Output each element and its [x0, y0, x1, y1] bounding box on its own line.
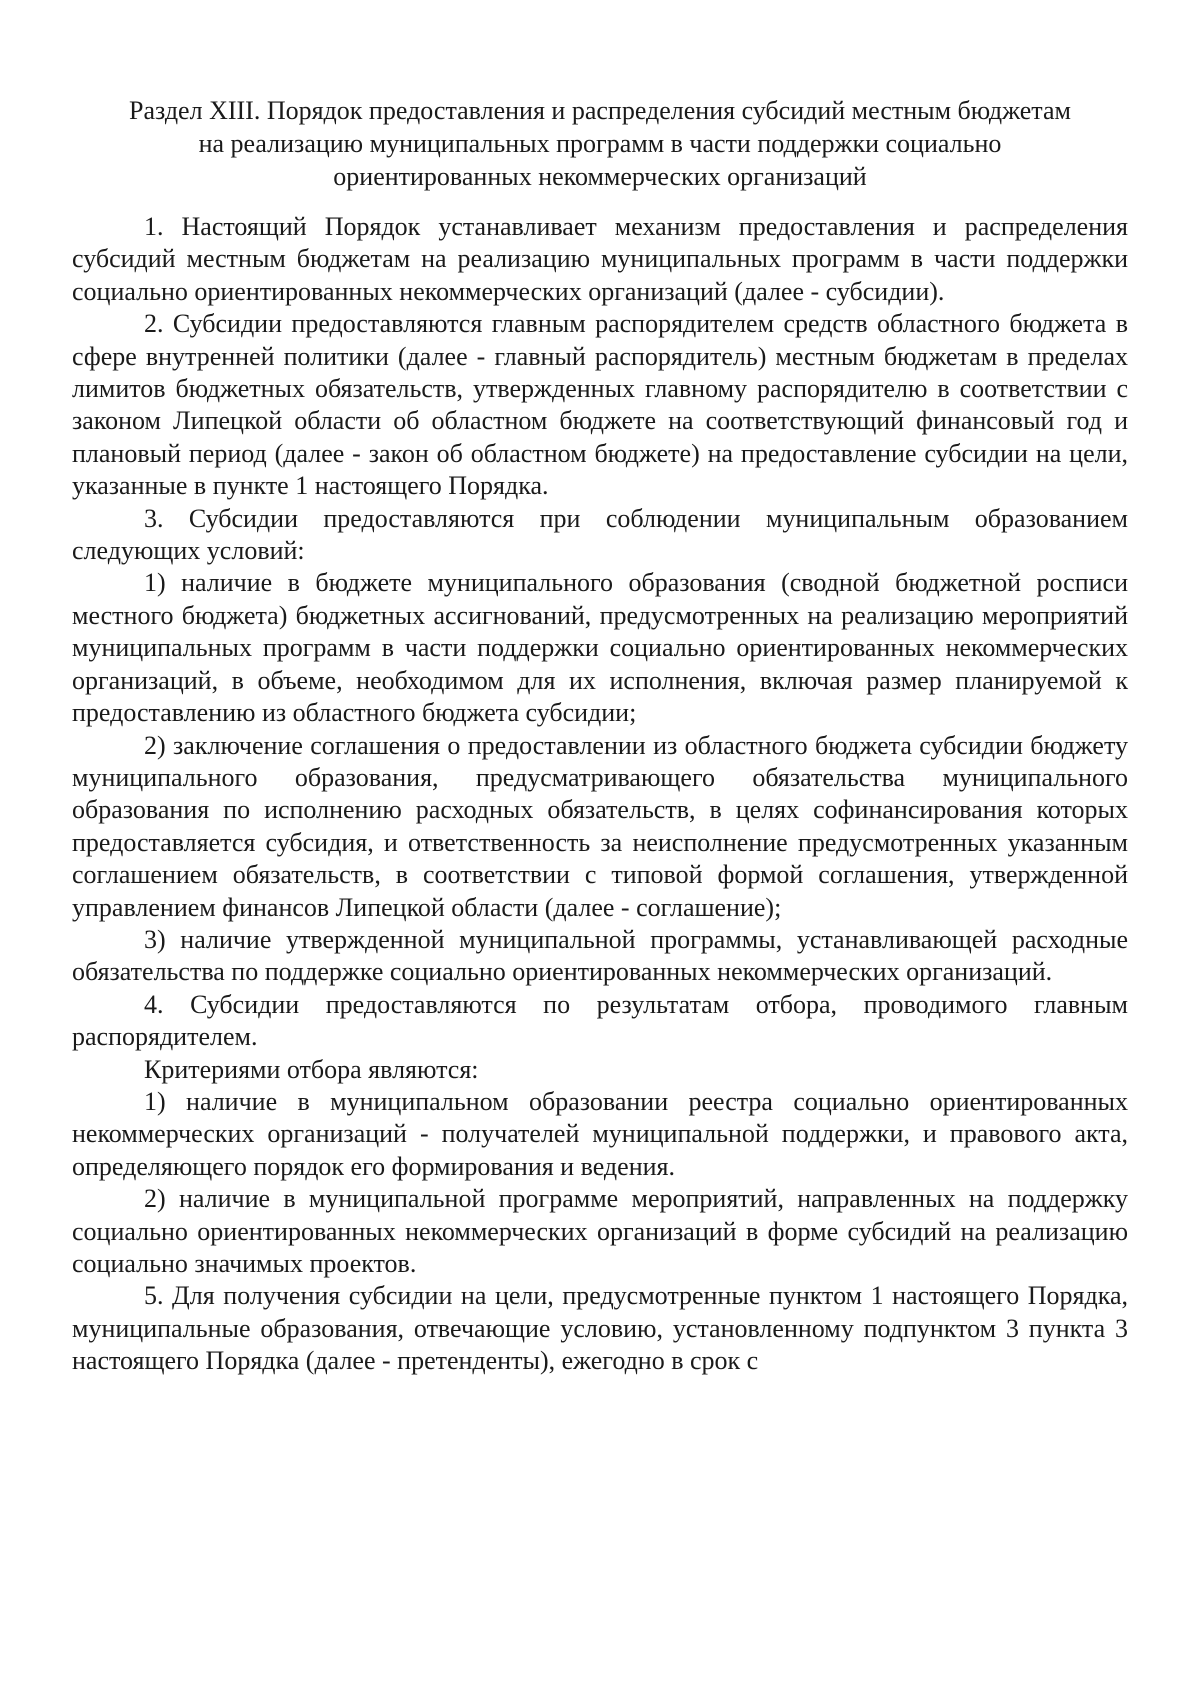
paragraph-item-4: 4. Субсидии предоставляются по результатам отбора, проводимого главным распорядителем.	[72, 989, 1128, 1052]
paragraph-item-3: 3. Субсидии предоставляются при соблюдении муниципальным образованием следующих условий:	[72, 503, 1128, 566]
paragraph-criteria-2: 2) наличие в муниципальной программе мероприятий, направленных на поддержку социально ориентированных некоммерческих организаций в форме субсидий на реализацию социально значимых проектов.	[72, 1184, 1128, 1278]
paragraph-item-5: 5. Для получения субсидии на цели, предусмотренные пунктом 1 настоящего Порядка, муниципальные образования, отвечающие условию, установленному подпунктом 3 пункта 3 настоящего Порядка (далее - претенденты), ежегодно в срок с	[72, 1281, 1128, 1376]
section-title-line: Раздел XIII. Порядок предоставления и распределения субсидий местным бюджетам	[129, 96, 1071, 125]
paragraph-item-2: 2. Субсидии предоставляются главным распорядителем средств областного бюджета в сфере внутренней политики (далее - главный распорядитель) местным бюджетам в пределах лимитов бюджетных обязательств, утвержденных главному распорядителю в соответствии с законом Липецкой области об областном бюджете на соответствующий финансовый год и плановый период (далее - закон об областном бюджете) на предоставление субсидии на цели, указанные в пункте 1 настоящего Порядка.	[72, 309, 1128, 501]
paragraph-criteria-heading: Критериями отбора являются:	[144, 1054, 479, 1084]
paragraph-subitem-3-2: 2) заключение соглашения о предоставлении из областного бюджета субсидии бюджету муниципального образования, предусматривающего обязательства муниципального образования по исполнению расходных обязательств, в целях софинансирования которых предоставляется субсидия, и ответственность за неисполнение предусмотренных указанным соглашением обязательств, в соответствии с типовой формой соглашения, утвержденной управлением финансов Липецкой области (далее - соглашение);	[72, 730, 1128, 922]
section-title-line: на реализацию муниципальных программ в части поддержки социально	[198, 129, 1002, 158]
section-title	[72, 94, 1128, 193]
paragraph-subitem-3-3: 3) наличие утвержденной муниципальной программы, устанавливающей расходные обязательства по поддержке социально ориентированных некоммерческих организаций.	[72, 924, 1128, 987]
section-title-line: ориентированных некоммерческих организаций	[333, 162, 867, 191]
paragraph-subitem-3-1: 1) наличие в бюджете муниципального образования (сводной бюджетной росписи местного бюджета) бюджетных ассигнований, предусмотренных на реализацию мероприятий муниципальных программ в части поддержки социально ориентированных некоммерческих организаций, в объеме, необходимом для их исполнения, включая размер планируемой к предоставлению из областного бюджета субсидии;	[72, 568, 1128, 728]
document-body	[72, 211, 1128, 1378]
paragraph-item-1: 1. Настоящий Порядок устанавливает механизм предоставления и распределения субсидий местным бюджетам на реализацию муниципальных программ в части поддержки социально ориентированных некоммерческих организаций (далее - субсидии).	[72, 212, 1128, 306]
paragraph-criteria-1: 1) наличие в муниципальном образовании реестра социально ориентированных некоммерческих организаций - получателей муниципальной поддержки, и правового акта, определяющего порядок его формирования и ведения.	[72, 1086, 1128, 1181]
